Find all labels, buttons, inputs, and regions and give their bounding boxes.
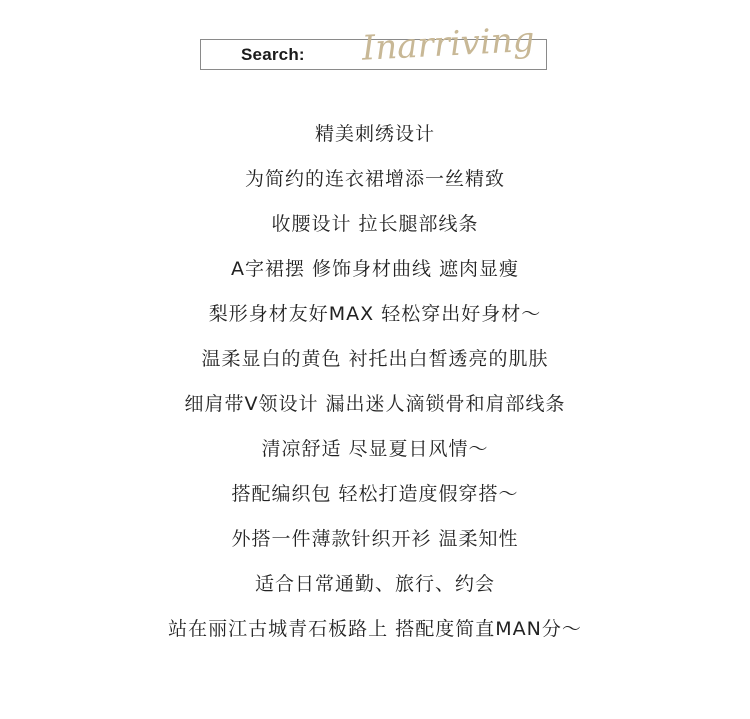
description-line-5: 梨形身材友好MAX 轻松穿出好身材～ [208, 303, 542, 325]
description-line-3: 收腰设计 拉长腿部线条 [271, 213, 479, 235]
script-logo-text: Inarriving [360, 19, 536, 69]
description-line-6: 温柔显白的黄色 衬托出白皙透亮的肌肤 [201, 348, 549, 370]
description-line-12: 站在丽江古城青石板路上 搭配度简直MAN分～ [168, 618, 582, 640]
description-line-4: A字裙摆 修饰身材曲线 遮肉显瘦 [230, 258, 520, 280]
description-line-7: 细肩带V领设计 漏出迷人滴锁骨和肩部线条 [184, 393, 566, 415]
description-line-2: 为简约的连衣裙增添一丝精致 [244, 168, 505, 190]
search-label: Search: [241, 45, 305, 64]
description-line-9: 搭配编织包 轻松打造度假穿搭～ [231, 483, 519, 505]
description-line-10: 外搭一件薄款针织开衫 温柔知性 [231, 528, 519, 550]
description-line-11: 适合日常通勤、旅行、约会 [254, 573, 495, 595]
description-line-8: 清凉舒适 尽显夏日风情～ [261, 438, 489, 460]
description-line-1: 精美刺绣设计 [314, 123, 435, 145]
description-list [0, 119, 750, 659]
script-logo [360, 14, 536, 84]
